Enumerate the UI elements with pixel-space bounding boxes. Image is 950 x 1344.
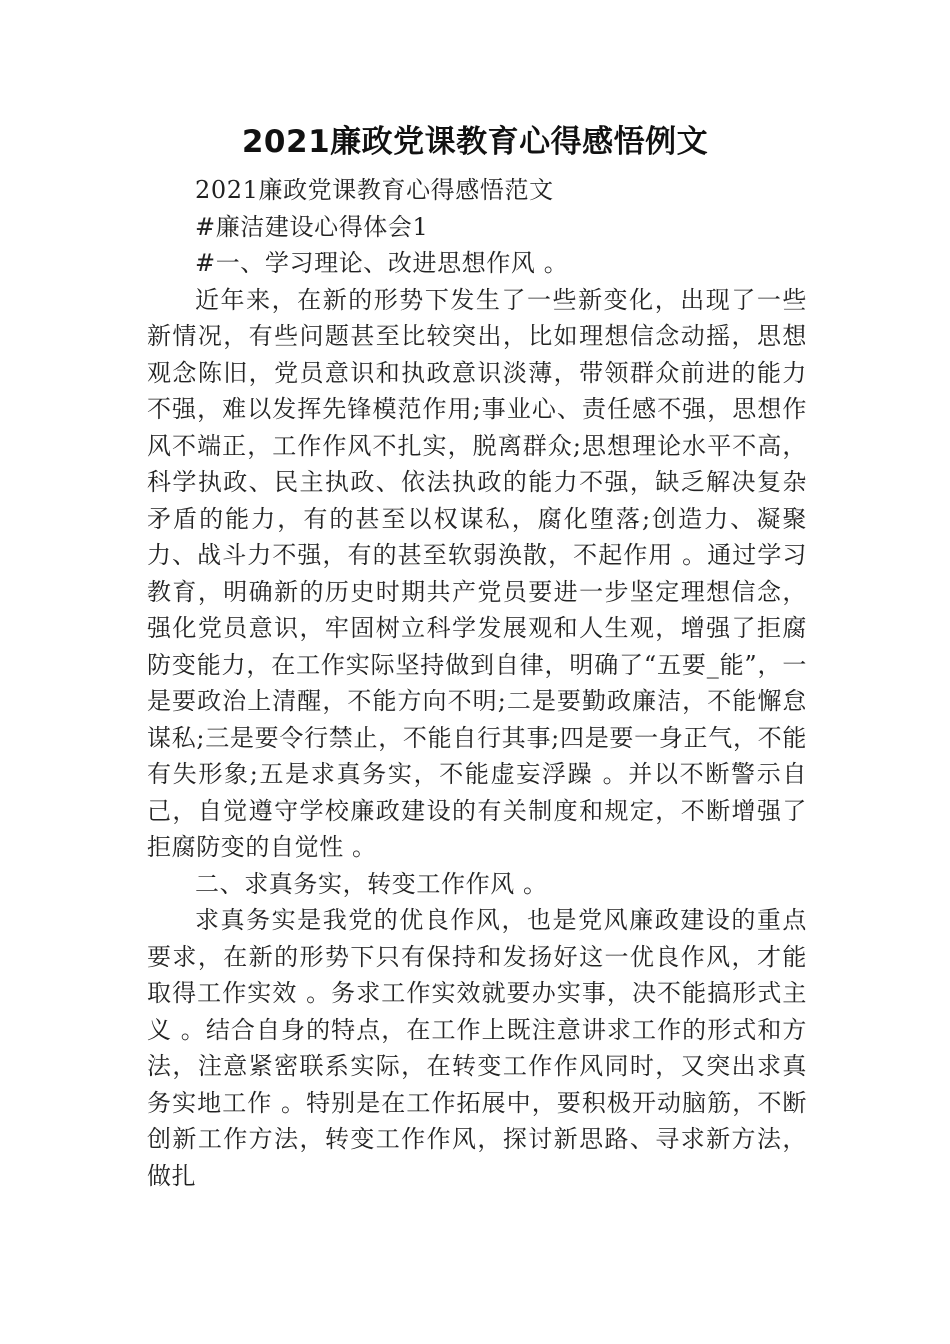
- section-heading-1: #廉洁建设心得体会1: [195, 212, 429, 241]
- document-title: 2021廉政党课教育心得感悟例文: [241, 124, 709, 160]
- subsection-heading-2: 二、求真务实，转变工作作风 。: [195, 869, 548, 898]
- document-body: [147, 172, 807, 1194]
- body-paragraph: 近年来，在新的形势下发生了一些新变化，出现了一些新情况，有些问题甚至比较突出，比如理想信念动摇，思想观念陈旧，党员意识和执政意识淡薄，带领群众前进的能力不强，难以发挥先锋模范作用;事业心、责任感不强，思想作风不端正，工作作风不扎实，脱离群众;思想理论水平不高，科学执政、民主执政、依法执政的能力不强，缺乏解决复杂矛盾的能力，有的甚至以权谋私，腐化堕落;创造力、凝聚力、战斗力不强，有的甚至软弱涣散，不起作用 。通过学习教育，明确新的历史时期共产党员要进一步坚定理想信念，强化党员意识，牢固树立科学发展观和人生观，增强了拒腐防变能力，在工作实际坚持做到自律，明确了“五要_能”，一是要政治上清醒，不能方向不明;二是要勤政廉洁，不能懈怠谋私;三是要令行禁止，不能自行其事;四是要一身正气，不能有失形象;五是求真务实，不能虚妄浮躁 。并以不断警示自己，自觉遵守学校廉政建设的有关制度和规定，不断增强了拒腐防变的自觉性 。: [147, 285, 807, 861]
- body-paragraph: 求真务实是我党的优良作风，也是党风廉政建设的重点要求，在新的形势下只有保持和发扬好这一优良作风，才能取得工作实效 。务求工作实效就要办实事，决不能搞形式主义 。结合自身的特点，在工作上既注意讲求工作的形式和方法，注意紧密联系实际，在转变工作作风同时，又突出求真务实地工作 。特别是在工作拓展中，要积极开动脑筋，不断创新工作方法，转变工作作风，探讨新思路、寻求新方法，做扎: [147, 906, 807, 1190]
- subsection-heading-1: #一、学习理论、改进思想作风 。: [195, 249, 569, 277]
- subtitle-paragraph: 2021廉政党课教育心得感悟范文: [195, 176, 554, 204]
